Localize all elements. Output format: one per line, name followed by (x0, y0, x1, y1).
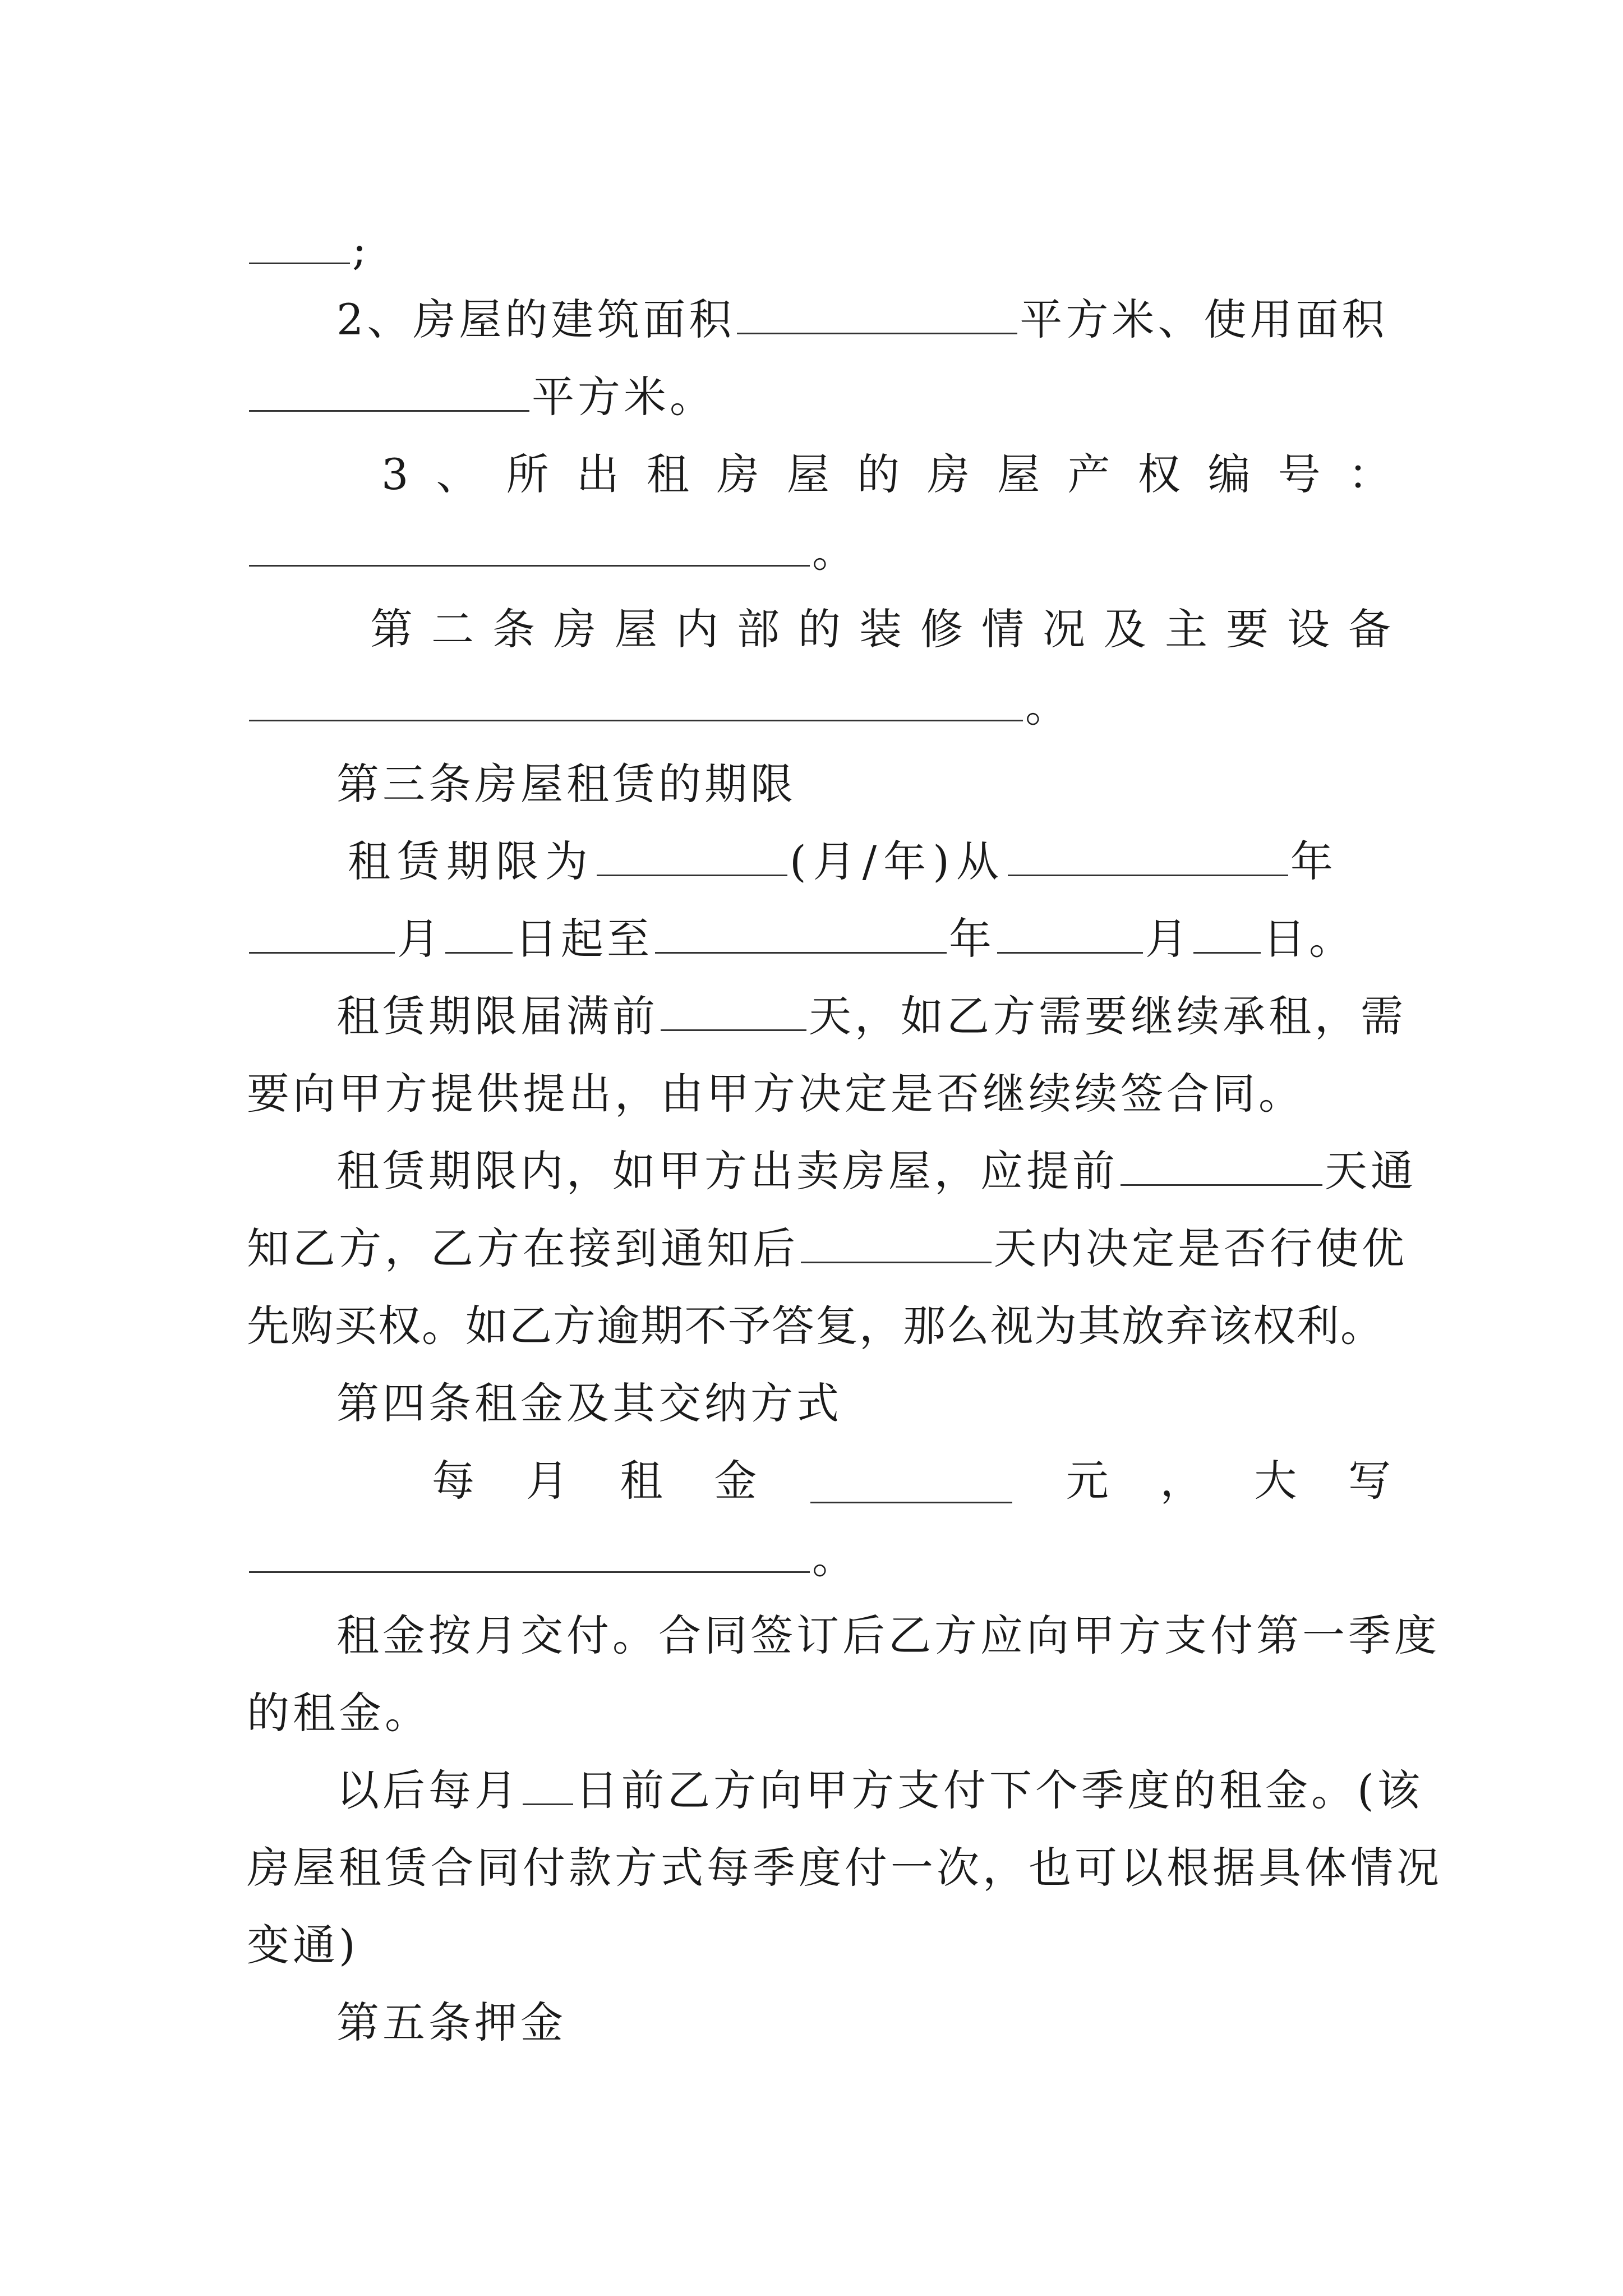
line-20 (247, 1682, 1391, 1744)
text-segment: 天，如乙方需要继续承租，需 (809, 991, 1407, 1041)
text-segment: 。 (812, 1533, 858, 1583)
text-segment: 日。 (1263, 914, 1355, 964)
fill-blank (249, 909, 395, 954)
fill-blank (1193, 909, 1261, 954)
line-15 (247, 1295, 1391, 1357)
spread-char: ， (1160, 1456, 1203, 1506)
text-segment: 平方米、使用面积 (1020, 295, 1388, 344)
fill-blank (737, 290, 1017, 334)
spread-char: 的 (857, 449, 900, 499)
line-3 (247, 366, 1391, 428)
spread-char: 屋 (997, 449, 1040, 499)
text-segment: 房屋租赁合同付款方式每季度付一次，也可以根据具体情况 (247, 1843, 1442, 1893)
spread-char: 产 (1067, 449, 1110, 499)
line-9 (348, 831, 1391, 892)
line-23 (247, 1915, 1391, 1976)
fill-blank (249, 220, 350, 264)
spread-char: 装 (859, 604, 902, 654)
spread-char: 编 (1207, 449, 1251, 499)
line-11 (336, 986, 1407, 1047)
spread-char: 大 (1254, 1456, 1297, 1506)
fill-blank (997, 909, 1143, 954)
text-segment: 第五条押金 (336, 1998, 566, 2047)
line-1 (247, 219, 1391, 280)
spread-char: 月 (525, 1456, 569, 1506)
spread-char: 备 (1348, 604, 1391, 654)
spread-char: 情 (981, 604, 1024, 654)
line-10 (247, 908, 1391, 970)
text-segment: 租赁期限为 (348, 836, 594, 886)
spread-char: 每 (432, 1456, 474, 1506)
text-segment: 年 (1290, 836, 1340, 886)
spread-char: 屋 (787, 449, 830, 499)
fill-blank (1121, 1142, 1322, 1186)
text-segment: 月 (397, 914, 443, 964)
text-segment: 先购买权。如乙方逾期不予答复，那么视为其放弃该权利。 (247, 1301, 1384, 1351)
text-segment: 2、房屋的建筑面积 (336, 295, 735, 344)
text-segment: 第三条房屋租赁的期限 (336, 759, 796, 809)
spread-char: 房 (716, 449, 759, 499)
text-segment: 。 (1025, 682, 1071, 731)
text-segment: 以后每月 (336, 1765, 520, 1815)
spread-char: 元 (1066, 1456, 1109, 1506)
fill-blank (249, 677, 1023, 721)
text-segment: 租金按月交付。合同签订后乙方应向甲方支付第一季度 (336, 1611, 1440, 1660)
spread-char: 条 (492, 604, 535, 654)
spread-char: 况 (1043, 604, 1085, 654)
section-heading-5 (336, 1992, 1391, 2054)
spread-char: 要 (1226, 604, 1269, 654)
spread-char: 3 (381, 449, 409, 499)
section-heading-4 (336, 1373, 1391, 1434)
spread-char: 租 (646, 449, 689, 499)
text-segment: 天通 (1325, 1146, 1417, 1196)
spread-char: 修 (920, 604, 963, 654)
spread-char: 租 (620, 1456, 663, 1506)
fill-blank (249, 522, 810, 567)
line-17 (432, 1450, 1391, 1512)
spread-char: 房 (927, 449, 970, 499)
spread-char: 所 (506, 449, 549, 499)
fill-blank (661, 987, 806, 1031)
fill-blank (597, 832, 787, 876)
fill-blank (445, 909, 513, 954)
text-segment: 月 (1145, 914, 1191, 964)
line-4 (381, 444, 1391, 505)
text-segment: 要向甲方提供提出，由甲方决定是否继续续签合同。 (247, 1069, 1304, 1119)
spread-char: 部 (737, 604, 780, 654)
line-19 (336, 1605, 1440, 1667)
text-segment: 天内决定是否行使优 (994, 1223, 1408, 1273)
spread-char: 设 (1287, 604, 1330, 654)
fill-blank (801, 1219, 992, 1263)
text-segment: 日前乙方向甲方支付下个季度的租金。(该 (575, 1765, 1423, 1815)
fill-blank (523, 1761, 573, 1805)
text-segment: 第四条租金及其交纳方式 (336, 1378, 842, 1428)
spread-char: 房 (554, 604, 596, 654)
spread-char: 二 (431, 604, 474, 654)
spread-char: 第 (370, 604, 413, 654)
line-13 (336, 1140, 1417, 1202)
text-segment: 变通) (247, 1920, 359, 1970)
text-segment: 平方米。 (532, 372, 716, 422)
fill-blank (655, 909, 947, 954)
fill-blank (249, 367, 529, 412)
spread-char: 的 (798, 604, 841, 654)
text-segment: 。 (812, 527, 858, 577)
line-22 (247, 1837, 1442, 1899)
section-heading-3 (336, 753, 1391, 815)
spread-char: 写 (1348, 1456, 1391, 1506)
text-segment: 的租金。 (247, 1688, 431, 1738)
spread-char: 金 (714, 1456, 757, 1506)
spread-char: 权 (1137, 449, 1181, 499)
spread-char: 内 (676, 604, 718, 654)
fill-blank (810, 1459, 1012, 1503)
line-21 (336, 1760, 1423, 1821)
line-5 (247, 521, 1391, 583)
line-6 (370, 599, 1391, 660)
fill-blank (249, 1529, 810, 1573)
text-segment: 知乙方，乙方在接到通知后 (247, 1223, 799, 1273)
spread-char: 主 (1165, 604, 1207, 654)
spread-char: 屋 (615, 604, 657, 654)
spread-char: 号 (1278, 449, 1321, 499)
text-segment: 日起至 (515, 914, 653, 964)
line-2 (336, 289, 1391, 351)
text-segment: 租赁期限届满前 (336, 991, 658, 1041)
spread-char: 出 (576, 449, 619, 499)
text-segment: 年 (949, 914, 995, 964)
text-segment: ; (352, 224, 370, 274)
spread-char: 、 (436, 449, 479, 499)
fill-blank (1008, 832, 1288, 876)
spread-char: ： (1348, 449, 1391, 499)
text-segment: 租赁期限内，如甲方出卖房屋，应提前 (336, 1146, 1118, 1196)
line-14 (247, 1218, 1408, 1280)
spread-char: 及 (1104, 604, 1146, 654)
line-7 (247, 676, 1391, 738)
line-18 (247, 1527, 1391, 1589)
text-segment: (月/年)从 (790, 836, 1006, 886)
line-12 (247, 1063, 1391, 1125)
